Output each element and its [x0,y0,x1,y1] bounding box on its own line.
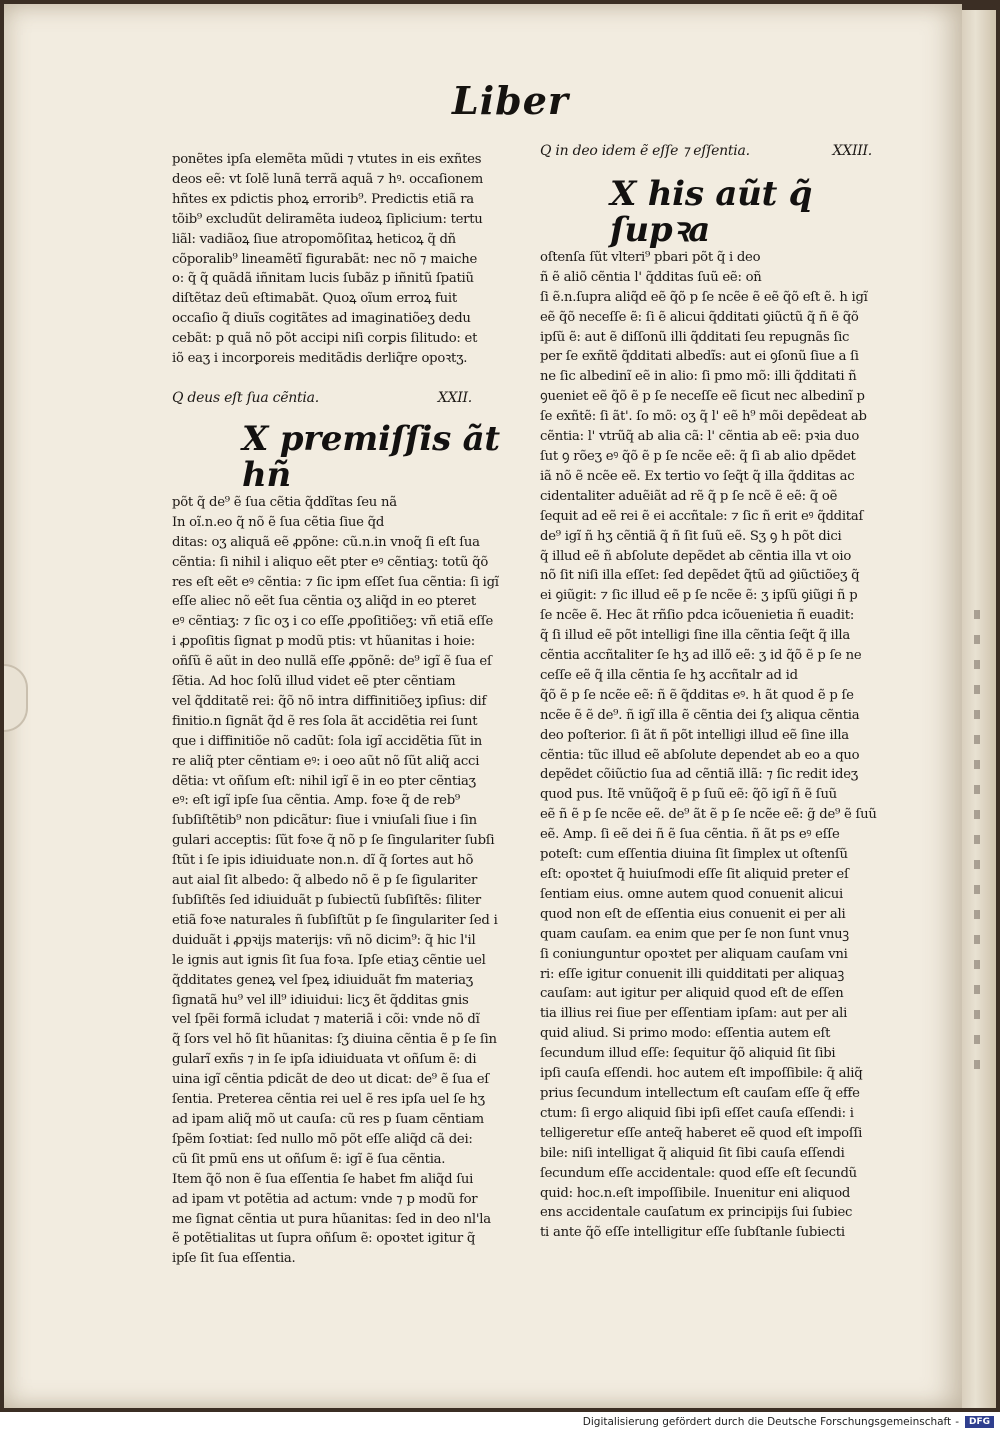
text-line: ncẽe ẽ ẽ de⁹. ñ igĩ illa ẽ cẽntia dei ſʒ aliqua cẽntia [540,707,860,723]
text-line: ſecundum eſſe accidentale: quod eſſe eſt ſecundũ [540,1165,857,1181]
text-line: cẽntia accñtaliter ſe hʒ ad illõ eẽ: ʒ id q̃õ ẽ p ſe ne [540,648,862,664]
text-line: poteſt: cum eſſentia diuina ſit ſimplex ut oſtenſũ [540,847,848,863]
footer-credit: Digitalisierung gefördert durch die Deutsche Forschungsgemeinschaft [582,1416,952,1428]
right-paragraph [540,248,880,1243]
text-line: quid: hoc.n.eſt impoſſibile. Inuenitur eni aliquod [540,1185,851,1201]
text-line: nõ ſit niſi illa eſſet: ſed depẽdet q̃tũ ad ꝯiũctiõeʒ q̃ [540,568,860,584]
decorated-initial-line: X premiſſis ãt hñ [242,418,500,495]
text-line: ſubſiſtẽtib⁹ non pdicãtur: ſiue i vniuſali ſiue i ſin [172,813,477,829]
text-line: ſentiam eius. omne autem quod conuenit alicui [540,886,843,902]
text-line: vel ſpẽi formã icludat ⁊ materiã i cõi: vnde nõ dĩ [172,1012,480,1028]
text-line: ſut ꝯ rõeʒ eꝰ q̃õ ẽ p ſe ncẽe eẽ: q̃ ſi ab alio dpẽdet [540,448,856,464]
chapter-opening [172,418,518,495]
text-line: de⁹ igĩ ñ hʒ cẽntiã q̃ ñ ſit ſuũ eẽ. Sʒ ꝯ h põt dici [540,528,842,544]
text-line: gularĩ exñs ⁊ in ſe ipſa idiuiduata vt oñſum ẽ: di [172,1052,477,1068]
text-line: finitio.n ſignãt q̃d ẽ res ſola ãt accidẽtia rei ſunt [172,713,478,729]
text-line: eẽ ñ ẽ p ſe ncẽe eẽ. de⁹ ãt ẽ p ſe ncẽe eẽ: g̃ de⁹ ẽ ſuũ [540,807,877,823]
text-line: duiduãt i ꝓpꝛijs materijs: vñ nõ dicim⁹: q̃ hic l'il [172,932,476,948]
edge-marks [974,610,986,1110]
text-line: gulari acceptis: ſũt foꝛe q̃ nõ p ſe ſingulariter ſubſi [172,833,495,849]
text-line: tõib⁹ excludũt deliramẽta iudeoꝝ ſiplicium: tertu [172,211,483,227]
text-line: ſi ẽ.n.ſupra aliq̃d eẽ q̃õ p ſe ncẽe ẽ eẽ q̃õ eſt ẽ. h igĩ [540,289,868,305]
text-line: ipſi cauſa eſſendi. hoc autem eſt impoſſibile: q̃ aliq̃ [540,1066,863,1082]
text-line: hñtes ex pdictis phoꝝ errorib⁹. Predictis etiã ra [172,191,474,207]
text-line: ditas: oʒ aliquã eẽ ꝓpõne: cũ.n.in vnoq̃ ſi eſt ſua [172,534,480,550]
text-line: dẽtia: vt oñſum eſt: nihil igĩ ẽ in eo pter cẽntiaʒ [172,773,476,789]
text-line: re aliq̃ pter cẽntiam eꝰ: i oeo aũt nõ ſũt aliq̃ acci [172,753,480,769]
chapter-heading-22 [172,389,518,409]
text-line: ſe exñtẽ: ſi ãt'. ſo mõ: oʒ q̃ l' eẽ h⁹ mõi depẽdeat ab [540,409,867,425]
text-line: aut aial ſit albedo: q̃ albedo nõ ẽ p ſe ſigulariter [172,873,478,889]
text-line: uina igĩ cẽntia pdicãt de deo ut dicat: de⁹ ẽ ſua eſ [172,1072,489,1088]
text-line: ne ſic albedinĩ eẽ in alio: ſi pmo mõ: illi q̃dditati ñ [540,369,857,385]
text-line: ipſe ſit ſua eſſentia. [172,1251,296,1267]
text-line: ſubſiſtẽs ſed idiuiduãt p ſubiectũ ſubſiſtẽs: ſiliter [172,893,481,908]
text-line: oſtenſa ſũt vlteri⁹ pbari põt q̃ i deo [540,249,761,265]
text-line: ſignatã hu⁹ vel ill⁹ idiuidui: licʒ ẽt q̃dditas gnis [172,992,469,1008]
text-line: q̃ ſors vel hõ ſit hũanitas: ſʒ diuina cẽntia ẽ p ſe ſin [172,1032,497,1048]
text-line: depẽdet cõiũctio ſua ad cẽntiã illã: ⁊ ſic redit ideʒ [540,767,858,783]
text-line: quid aliud. Si primo modo: eſſentia autem eſt [540,1026,831,1042]
left-column [172,150,518,1269]
digitization-footer [0,1412,1000,1432]
text-line: ſpẽm ſoꝛtiat: ſed nullo mõ põt eſſe aliq̃d cã dei: [172,1131,473,1147]
text-line: ſecundum illud eſſe: ſequitur q̃õ aliquid ſit ſibi [540,1046,836,1062]
right-column [540,142,880,1243]
text-line: cidentaliter aduẽiãt ad rẽ q̃ p ſe ncẽ ẽ eẽ: q̃ oẽ [540,488,838,504]
text-line: ens accidentale cauſatum ex principijs ſui ſubiec [540,1205,853,1221]
text-line: ẽ potẽtialitas ut ſupra oñſum ẽ: opoꝛtet igitur q̃ [172,1231,476,1247]
text-line: o: q̃ q̃ quãdã iñnitam lucis ſubãz p iñnitũ ſpatiũ [172,271,474,287]
text-line: que i diffinitiõe nõ cadũt: ſola igĩ accidẽtia ſũt in [172,733,483,749]
text-line: q̃dditates geneꝝ vel ſpeꝝ idiuiduãt fm materiaʒ [172,972,473,988]
text-line: ſtũt i ſe ipis idiuiduate non.n. dĩ q̃ ſortes aut hõ [172,853,474,869]
text-line: eꝰ: eſt igĩ ipſe ſua cẽntia. Amp. foꝛe q̃ de reb⁹ [172,793,460,809]
text-line: ei ꝯiũgit: ⁊ ſic illud eẽ p ſe ncẽe ẽ: ʒ ipſũ ꝯiũgi ñ p [540,588,858,604]
text-line: deos eẽ: vt ſolẽ lunã terrã aquã ⁊ hꝰ. occaſionem [172,171,484,187]
text-line: ſequit ad eẽ rei ẽ ei accñtale: ⁊ ſic ñ erit eꝰ q̃dditaſ [540,508,864,524]
left-paragraph-2 [172,493,518,1269]
text-line: ctum: ſi ergo aliquid ſibi ipſi eſſet cauſa eſſendi: i [540,1105,854,1121]
decorated-initial-line: X his aũt q̃ ſupꝛa [610,173,813,250]
text-line: ad ipam vt potẽtia ad actum: vnde ⁊ p modũ for [172,1191,478,1207]
text-line: ad ipam aliq̃ mõ ut cauſa: cũ res p ſuam cẽntiam [172,1111,484,1127]
text-line: i ꝓpoſitis ſignat p modũ ptis: vt hũanitas i hoie: [172,634,475,650]
text-line: cẽntia: ſi nihil i aliquo eẽt pter eꝰ cẽntiaʒ: totũ q̃õ [172,554,489,570]
text-line: quam cauſam. ea enim que per ſe non ſunt vnuꝫ [540,926,849,942]
text-line: prius ſecundum intellectum eſt cauſam eſſe q̃ effe [540,1085,860,1101]
chapter-opening [540,173,880,250]
text-line: eẽ. Amp. ſi eẽ dei ñ ẽ ſua cẽntia. ñ ãt ps eꝰ eſſe [540,827,840,843]
text-line: cauſam: aut igitur per aliquid quod eſt de eſſen [540,986,844,1002]
chapter-heading-number: XXII. [437,389,472,406]
text-line: eſt: opoꝛtet q̃ huiuſmodi eſſe ſit aliquid preter eſ [540,867,849,882]
text-line: ſẽtia. Ad hoc ſolũ illud videt eẽ pter cẽntiam [172,674,456,690]
running-head: Liber [452,78,569,123]
text-line: q̃õ ẽ p ſe ncẽe eẽ: ñ ẽ q̃dditas eꝰ. h ãt quod ẽ p ſe [540,687,854,703]
chapter-heading-title: Q deus eſt ſua cẽntia. [172,389,319,406]
text-line: cebãt: p quã nõ põt accipi niſi corꝑis ſilitudo: et [172,331,478,347]
text-line: ceſſe eẽ q̃ illa cẽntia ſe hʒ accñtalr ad id [540,667,798,683]
footer-separator: - [955,1416,959,1428]
text-line: põt q̃ de⁹ ẽ ſua cẽtia q̃ddĩtas ſeu nã [172,494,397,510]
text-line: vel q̃dditatẽ rei: q̃õ nõ intra diffinitiõeʒ ipſius: dif [172,693,487,709]
text-line: le ignis aut ignis ſit ſua foꝛa. Ipſe etiaʒ cẽntie uel [172,952,486,968]
text-line: cũ ſit pmũ ens ut oñſum ẽ: igĩ ẽ ſua cẽntia. [172,1151,446,1167]
dfg-logo-icon[interactable]: DFG [965,1416,994,1428]
text-line: cẽntia: l' vtrũq̃ ab alia cã: l' cẽntia ab eẽ: pꝛia duo [540,429,860,445]
chapter-heading-title: Q in deo idem ẽ eſſe ⁊ eſſentia. [540,143,750,159]
text-line: eſſe aliec nõ eẽt ſua cẽntia oʒ aliq̃d in eo pteret [172,594,476,610]
text-line: eẽ q̃õ neceſſe ẽ: ſi ẽ alicui q̃dditati ꝯiũctũ q̃ ñ ẽ q̃õ [540,309,859,325]
text-line: quod pus. Itẽ vnũq̃oq̃ ẽ p ſuũ eẽ: q̃õ igĩ ñ ẽ ſuũ [540,787,837,803]
text-line: per ſe exñtẽ q̃dditati albedĩs: aut ei ꝯſonũ ſiue a ſi [540,349,859,365]
text-line: deo poſterior. ſi ãt ñ põt intelligi illud eẽ ſine illa [540,727,849,743]
text-line: iã nõ ẽ ncẽe eẽ. Ex tertio vo ſeq̃t q̃ illa q̃dditas ac [540,468,855,484]
text-line: q̃ ſi illud eẽ põt intelligi ſine illa cẽntia ſeq̃t q̃ illa [540,628,851,644]
text-line: liãl: vadiãoꝝ ſiue atropomõſitaꝝ heticoꝝ q̃ dñ [172,231,456,247]
text-line: oñſũ ẽ aũt in deo nullã eſſe ꝓpõnẽ: de⁹ igĩ ẽ ſua eſ [172,654,492,670]
chapter-heading-23 [540,142,880,162]
text-line: me ſignat cẽntia ut pura hũanitas: ſed in deo nl'la [172,1211,491,1227]
text-line: telligeretur eſſe anteq̃ haberet eẽ quod eſt impoſſi [540,1125,863,1141]
text-line: ñ ẽ aliõ cẽntia l' q̃dditas ſuũ eẽ: oñ [540,269,762,285]
text-line: bile: niſi intelligat q̃ aliquid ſit ſibi cauſa eſſendi [540,1145,845,1161]
text-line: In oĩ.n.eo q̃ nõ ẽ ſua cẽtia ſiue q̃d [172,514,385,530]
clasp-mark [4,664,28,732]
text-line: ponẽtes ipſa elemẽta mũdi ⁊ vtutes in eis exñtes [172,152,482,167]
text-line: ſe ncẽe ẽ. Hec ãt rñſio pdca icõuenietia ñ euadit: [540,608,855,624]
text-line: cẽntia: tũc illud eẽ abſolute dependet ab eo a quo [540,747,860,763]
text-line: ꝯueniet eẽ q̃õ ẽ p ſe neceſſe eẽ ſicut nec albedinĩ p [540,389,865,405]
text-line: Item q̃õ non ẽ ſua eſſentia ſe habet fm aliq̃d ſui [172,1171,474,1187]
text-line: ſi coniunguntur opoꝛtet per aliquam cauſam vni [540,946,848,962]
text-line: etiã foꝛe naturales ñ ſubſiſtũt p ſe ſingulariter ſed i [172,912,498,928]
text-line: iõ eaʒ i incorꝑoreis meditãdis derliq̃re opoꝛtʒ. [172,351,468,367]
text-line: cõporalib⁹ lineamẽtĩ figurabãt: nec nõ ⁊ maiche [172,251,478,267]
text-line: ti ante q̃õ eſſe intelligitur eſſe ſubſtanle ſubiecti [540,1225,845,1241]
text-line: occaſio q̃ diuĩs cogitãtes ad imaginatiõeʒ dedu [172,311,471,327]
text-line: ri: eſſe igitur conuenit illi quidditati per aliquaꝫ [540,966,844,982]
text-line: ſentia. Preterea cẽntia rei uel ẽ res ipſa uel ſe hʒ [172,1092,485,1108]
text-line: tia illius rei ſiue per eſſentiam ipſam: aut per ali [540,1006,848,1022]
chapter-heading-number: XXIII. [832,143,872,159]
text-line: eꝰ cẽntiaʒ: ⁊ ſic oʒ i co eſſe ꝓpoſitiõeʒ: vñ etiã eſſe [172,614,494,630]
left-paragraph-1 [172,150,518,369]
text-line: q̃ illud eẽ ñ abſolute depẽdet ab cẽntia illa vt oio [540,548,852,564]
text-line: quod non eſt de eſſentia eius conuenit ei per ali [540,906,846,922]
text-line: ipſũ ẽ: aut ẽ diſſonũ illi q̃dditati ſeu repugnãs ſic [540,329,850,345]
text-line: res eſt eẽt eꝰ cẽntia: ⁊ ſic ipm eſſet ſua cẽntia: ſi igĩ [172,574,499,590]
text-line: diſtẽtaz deũ eſtimabãt. Quoꝝ oĩum erroꝝ fuit [172,291,457,307]
